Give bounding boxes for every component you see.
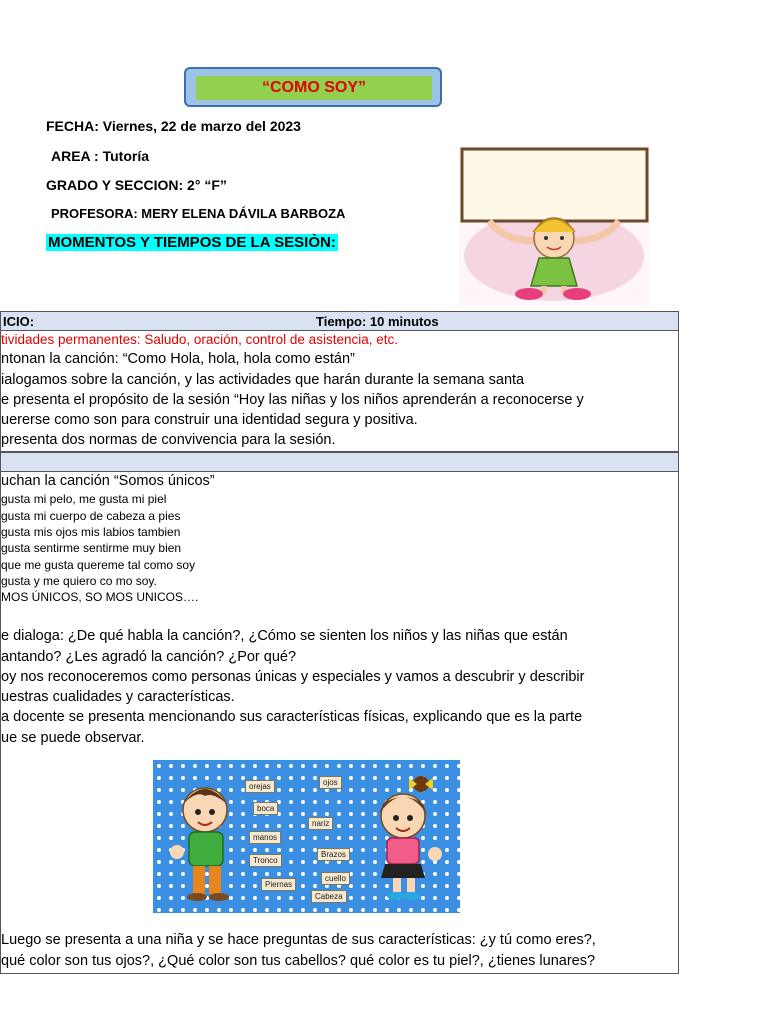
song-line: gusta mi cuerpo de cabeza a pies bbox=[1, 509, 181, 523]
paragraph-line: e dialoga: ¿De qué habla la canción?, ¿Cómo se sienten los niños y las niñas que están bbox=[1, 628, 568, 644]
song-line: gusta y me quiero co mo soy. bbox=[1, 574, 157, 588]
desarrollo-row-header bbox=[0, 452, 679, 472]
song-line: gusta mis ojos mis labios tambien bbox=[1, 525, 181, 539]
title-box bbox=[184, 67, 442, 107]
area-line: AREA : Tutoría bbox=[51, 148, 149, 164]
inicio-line: e presenta el propósito de la sesión “Hoy las niñas y los niños aprenderán a reconocerse y bbox=[1, 392, 584, 408]
tag-piernas: Piernas bbox=[261, 878, 296, 891]
inicio-body bbox=[0, 331, 679, 452]
tag-manos: manos bbox=[249, 831, 281, 844]
inicio-line: uererse como son para construir una identidad segura y positiva. bbox=[1, 412, 418, 428]
tag-nariz: nariz bbox=[308, 817, 333, 830]
grado-line: GRADO Y SECCION: 2° “F” bbox=[46, 177, 227, 193]
inicio-label: ICIO: bbox=[3, 314, 35, 329]
inicio-line: ialogamos sobre la canción, y las actividades que harán durante la semana santa bbox=[1, 372, 525, 388]
paragraph-line: a docente se presenta mencionando sus características físicas, explicando que es la parte bbox=[1, 709, 583, 725]
closing-line: qué color son tus ojos?, ¿Qué color son tus cabellos? qué color es tu piel?, ¿tienes lunares? bbox=[1, 953, 596, 969]
fecha-label: FECHA: bbox=[46, 118, 99, 134]
song-intro: uchan la canción “Somos únicos” bbox=[1, 473, 215, 489]
paragraph-line: uestras cualidades y características. bbox=[1, 689, 235, 705]
inicio-line: presenta dos normas de convivencia para la sesión. bbox=[1, 432, 336, 448]
tag-ojos: ojos bbox=[319, 776, 342, 789]
tag-tronco: Tronco bbox=[249, 854, 282, 867]
song-line: gusta sentirme sentirme muy bien bbox=[1, 541, 182, 555]
tag-orejas: orejas bbox=[245, 780, 275, 793]
paragraph-line: ue se puede observar. bbox=[1, 730, 145, 746]
inicio-tiempo: Tiempo: 10 minutos bbox=[316, 314, 439, 329]
profesora-line: PROFESORA: MERY ELENA DÁVILA BARBOZA bbox=[51, 206, 346, 221]
tag-boca: boca bbox=[253, 802, 278, 815]
song-line: que me gusta quereme tal como soy bbox=[1, 558, 196, 572]
momentos-heading: MOMENTOS Y TIEMPOS DE LA SESIÒN: bbox=[48, 234, 336, 251]
girl-sign-illustration bbox=[459, 146, 650, 307]
tag-brazos: Brazos bbox=[317, 848, 350, 861]
inicio-line: ntonan la canción: “Como Hola, hola, hola como están” bbox=[1, 351, 355, 367]
fecha-value: Viernes, 22 de marzo del 2023 bbox=[102, 118, 301, 134]
song-line: gusta mi pelo, me gusta mi piel bbox=[1, 492, 167, 506]
tag-cabeza: Cabeza bbox=[311, 890, 347, 903]
document-title: “COMO SOY” bbox=[196, 76, 432, 100]
tag-cuello: cuello bbox=[321, 872, 350, 885]
body-parts-picture bbox=[153, 760, 460, 913]
inicio-row-header bbox=[0, 311, 679, 331]
song-line: MOS ÚNICOS, SO MOS UNICOS…. bbox=[1, 590, 199, 604]
fecha-line bbox=[46, 118, 301, 134]
paragraph-line: antando? ¿Les agradó la canción? ¿Por qué? bbox=[1, 649, 297, 665]
paragraph-line: oy nos reconoceremos como personas únicas y especiales y vamos a descubrir y describir bbox=[1, 669, 585, 685]
closing-line: Luego se presenta a una niña y se hace preguntas de sus características: ¿y tú como eres?, bbox=[1, 932, 596, 948]
inicio-line: tividades permanentes: Saludo, oración, control de asistencia, etc. bbox=[1, 332, 398, 347]
